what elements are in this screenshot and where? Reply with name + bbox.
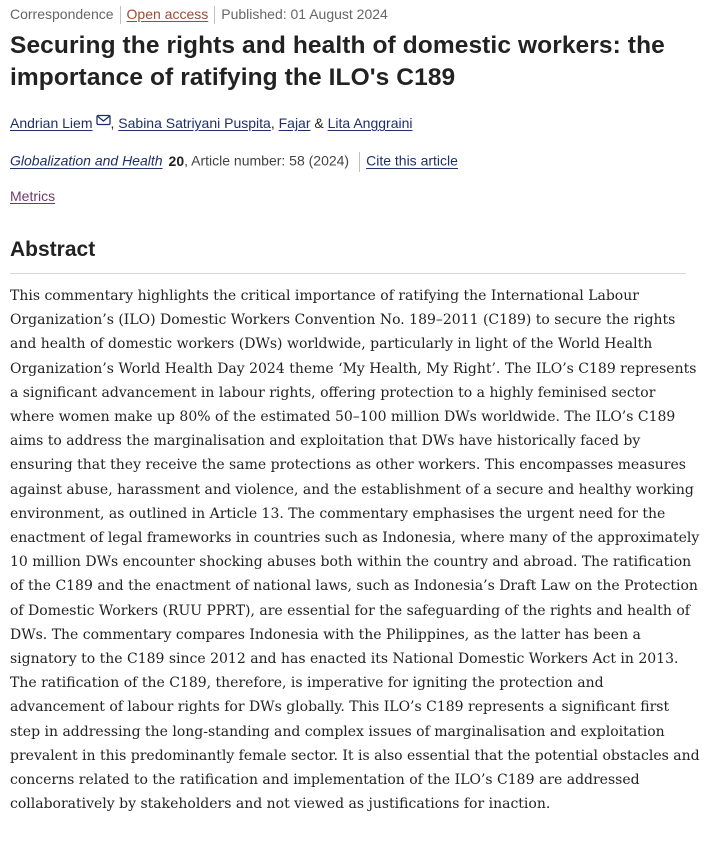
published-date: Published: 01 August 2024 (221, 6, 388, 22)
article-number: , Article number: 58 (2024) (184, 152, 350, 169)
author-link[interactable]: Sabina Satriyani Puspita (118, 115, 271, 131)
meta-divider (120, 6, 121, 24)
author-link[interactable]: Andrian Liem (10, 115, 93, 131)
section-divider (10, 273, 686, 274)
author-link[interactable]: Fajar (278, 115, 311, 131)
author-link[interactable]: Lita Anggraini (327, 115, 413, 131)
author-separator: & (310, 115, 328, 131)
author-separator: , (270, 115, 279, 131)
citation-divider (359, 152, 360, 172)
article-meta (10, 6, 388, 24)
abstract-heading: Abstract (10, 238, 96, 261)
article-title: Securing the rights and health of domestic workers: the importance of ratifying the ILO's C189 (10, 32, 665, 91)
metrics-link[interactable]: Metrics (10, 188, 56, 204)
author-list (10, 115, 412, 131)
article-type: Correspondence (10, 6, 114, 22)
meta-divider (214, 6, 215, 24)
journal-volume: 20 (168, 152, 185, 169)
abstract-text: This commentary highlights the critical importance of ratifying the International Labour Organization’s (ILO) Domestic Workers Convention No. 189–2011 (C189) to secure the rights and health of domestic workers (DWs) worldwide, particularly in light of the World Health Organization’s World Health Day 2024 theme ‘My Health, My Right’. The ILO’s C189 represents a significant advancement in labour rights, offering protection to a highly feminised sector where women make up 80% of the estimated 50–100 million DWs worldwide. The ILO’s C189 aims to address the marginalisation and exploitation that DWs have historically faced by ensuring that they receive the same protections as other workers. This encompasses measures against abuse, harassment and violence, and the establishment of a secure and healthy working environment, as outlined in Article 13. The commentary emphasises the urgent need for the enactment of legal frameworks in countries such as Indonesia, where many of the approximately 10 million DWs encounter shocking abuses both within the country and abroad. The ratification of the C189 and the enactment of national laws, such as Indonesia’s Draft Law on the Protection of Domestic Workers (RUU PPRT), are essential for the safeguarding of the rights and health of DWs. The commentary compares Indonesia with the Philippines, as the latter has been a signatory to the C189 since 2012 and has enacted its National Domestic Workers Act in 2013. The ratification of the C189, therefore, is imperative for igniting the protection and advancement of labour rights for DWs globally. This ILO’s C189 represents a significant first step in addressing the long-standing and complex issues of marginalisation and exploitation prevalent in this predominantly female sector. It is also essential that the potential obstacles and concerns related to the ratification and implementation of the ILO’s C189 are addressed collaboratively by stakeholders and not viewed as justifications for inaction. (10, 288, 700, 813)
cite-article-link[interactable]: Cite this article (366, 152, 458, 169)
journal-link[interactable]: Globalization and Health (10, 152, 163, 169)
author-separator: , (110, 115, 119, 131)
envelope-icon[interactable] (96, 113, 111, 129)
citation-line (10, 152, 458, 172)
open-access-link[interactable]: Open access (126, 6, 209, 22)
